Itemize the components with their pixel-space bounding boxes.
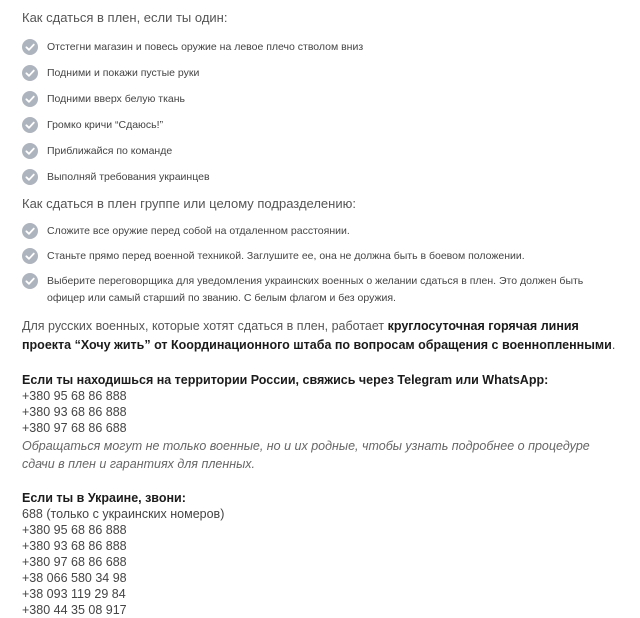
list-item [22, 273, 620, 307]
list-item [22, 143, 620, 160]
phone-number: +380 93 68 86 888 [22, 539, 127, 553]
check-circle-icon [22, 91, 38, 107]
ukraine-contacts [22, 490, 620, 618]
check-circle-icon [22, 248, 38, 264]
check-circle-icon [22, 143, 38, 159]
hotline-text: Для русских военных, которые хотят сдаться в плен, работает [22, 319, 388, 333]
ukraine-contacts-title: Если ты в Украине, звони: [22, 491, 186, 505]
check-circle-icon [22, 223, 38, 239]
check-circle-icon [22, 273, 38, 289]
list-item [22, 117, 620, 134]
phone-number: +380 97 68 86 688 [22, 555, 127, 569]
phone-number: +38 093 119 29 84 [22, 587, 126, 601]
russia-contacts-title: Если ты находишься на территории России, свяжись через Telegram или WhatsApp: [22, 373, 549, 387]
check-circle-icon [22, 169, 38, 185]
list-item-text: Выберите переговорщика для уведомления украинских военных о желании сдаться в плен. Это должен быть офицер или самый старший по званию. С белым флагом и без оружия. [47, 275, 584, 304]
russia-contacts [22, 372, 620, 473]
check-circle-icon [22, 65, 38, 81]
section2-heading: Как сдаться в плен группе или целому подразделению: [22, 196, 356, 211]
section1-heading: Как сдаться в плен, если ты один: [22, 10, 228, 25]
phone-number: +38 066 580 34 98 [22, 571, 127, 585]
list-item-text: Отстегни магазин и повесь оружие на левое плечо стволом вниз [47, 41, 364, 53]
list-item-text: Громко кричи “Сдаюсь!” [47, 119, 164, 131]
list-item [22, 91, 620, 108]
phone-number: +380 95 68 86 888 [22, 523, 127, 537]
list-item [22, 39, 620, 56]
phone-number: 688 (только с украинских номеров) [22, 507, 225, 521]
check-circle-icon [22, 117, 38, 133]
phone-number: +380 44 35 08 917 [22, 603, 127, 617]
list-item-text: Приближайся по команде [47, 145, 173, 157]
hotline-end: . [611, 338, 616, 352]
list-item [22, 65, 620, 82]
hotline-bold-text: круглосуточная горячая линия проекта “Хочу жить” от Координационного штаба по вопросам обращения с военнопленными [22, 319, 612, 352]
list-item-text: Выполняй требования украинцев [47, 171, 210, 183]
phone-number: +380 97 68 86 688 [22, 421, 127, 435]
list-item [22, 169, 620, 186]
list-item-text: Подними и покажи пустые руки [47, 67, 200, 79]
section2-list [22, 223, 620, 307]
list-item-text: Сложите все оружие перед собой на отдаленном расстоянии. [47, 225, 350, 237]
section1-list [22, 39, 620, 186]
phone-number: +380 95 68 86 888 [22, 389, 127, 403]
list-item-text: Станьте прямо перед военной техникой. Заглушите ее, она не должна быть в боевом положении. [47, 250, 525, 262]
list-item-text: Подними вверх белую ткань [47, 93, 186, 105]
list-item [22, 223, 620, 240]
check-circle-icon [22, 39, 38, 55]
phone-number: +380 93 68 86 888 [22, 405, 127, 419]
list-item [22, 248, 620, 265]
russia-note: Обращаться могут не только военные, но и их родные, чтобы узнать подробнее о процедуре сдачи в плен и гарантиях для пленных. [22, 439, 590, 471]
hotline-paragraph [22, 317, 620, 355]
